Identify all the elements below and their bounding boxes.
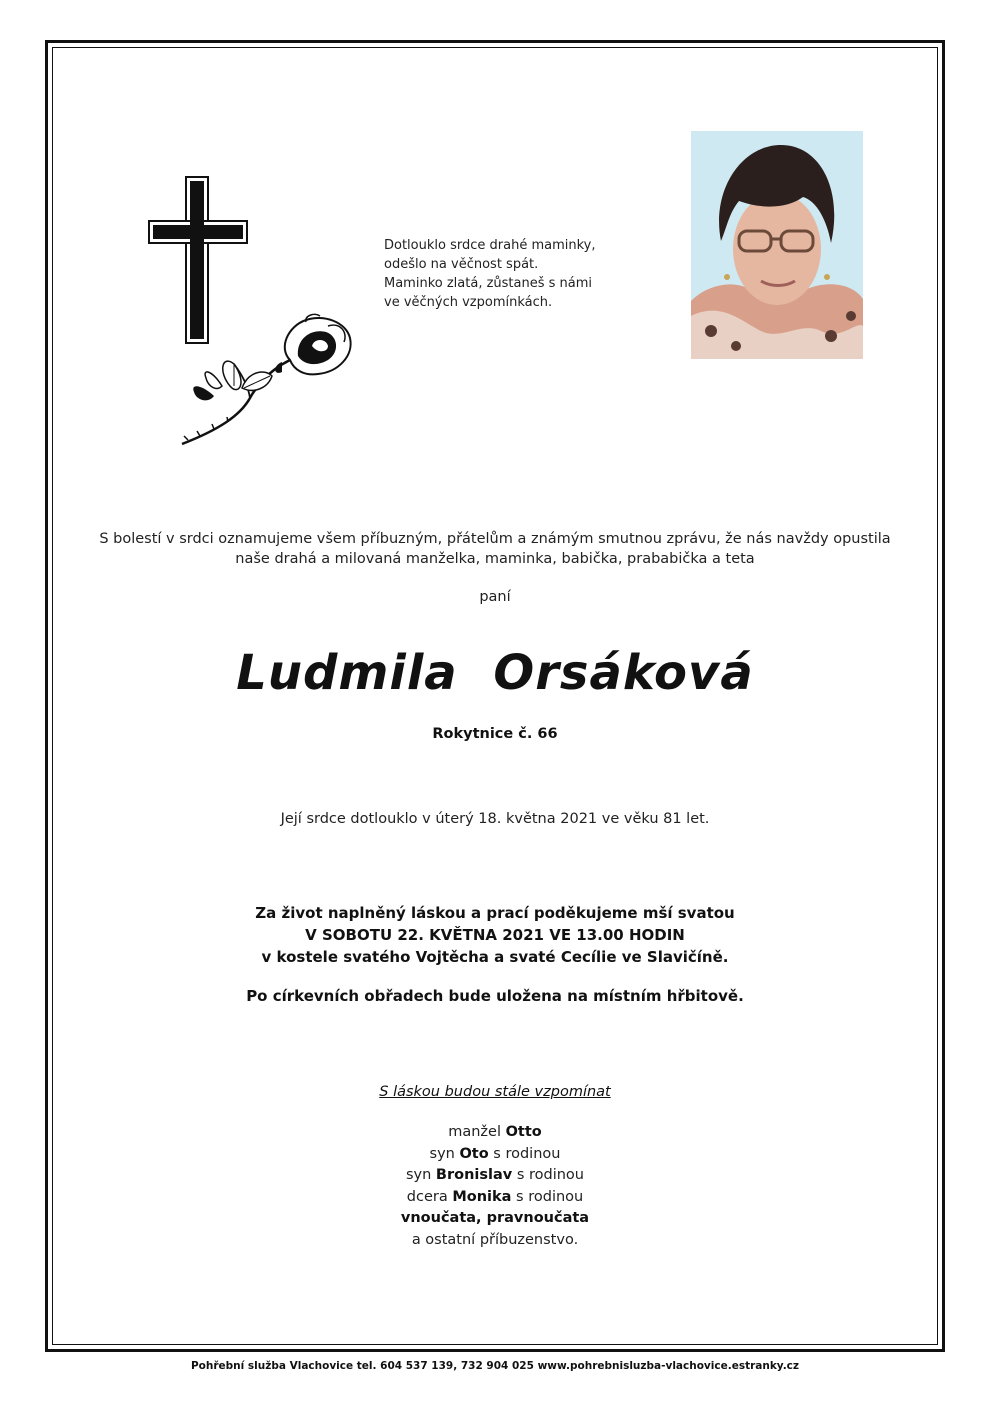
mourner-item: vnoučata, pravnoučata bbox=[400, 1210, 590, 1226]
mourner-item: syn Oto s rodinou bbox=[429, 1145, 561, 1162]
rose-icon bbox=[178, 312, 358, 452]
poem-line: Dotlouklo srdce drahé maminky, bbox=[384, 238, 596, 253]
portrait-photo bbox=[691, 131, 863, 359]
remember-heading: S láskou budou stále vzpomínat bbox=[379, 1084, 611, 1100]
deceased-name: Ludmila Orsáková bbox=[236, 645, 754, 701]
poem bbox=[384, 236, 644, 312]
death-notice: Její srdce dotlouklo v úterý 18. května 2021 ve věku 81 let. bbox=[280, 811, 710, 827]
poem-line: ve věčných vzpomínkách. bbox=[384, 295, 553, 310]
ceremony-line: Za život naplněný láskou a prací poděkujeme mší svatou bbox=[255, 904, 735, 922]
mourner-item: a ostatní příbuzenstvo. bbox=[411, 1231, 579, 1248]
announcement-line: naše drahá a milovaná manželka, maminka, babička, prababička a teta bbox=[235, 551, 755, 567]
poem-line: odešlo na věčnost spát. bbox=[384, 257, 539, 272]
ceremony-date: V SOBOTU 22. KVĚTNA 2021 VE 13.00 HODIN bbox=[305, 926, 685, 944]
announcement bbox=[52, 529, 938, 569]
poem-line: Maminko zlatá, zůstaneš s námi bbox=[384, 276, 593, 291]
announcement-line: S bolestí v srdci oznamujeme všem příbuzným, přátelům a známým smutnou zprávu, že nás navždy opustila bbox=[99, 531, 891, 547]
deceased-address: Rokytnice č. 66 bbox=[432, 726, 558, 742]
ceremony-info bbox=[52, 902, 938, 968]
mourner-item: dcera Monika s rodinou bbox=[406, 1188, 584, 1205]
mourner-item: syn Bronislav s rodinou bbox=[405, 1167, 584, 1183]
footer-contact: Pohřební služba Vlachovice tel. 604 537 139, 732 904 025 www.pohrebnisluzba-vlachovice.estranky.cz bbox=[190, 1360, 800, 1372]
mourner-item: manžel Otto bbox=[448, 1124, 542, 1140]
mourners-list bbox=[52, 1122, 938, 1251]
honorific: paní bbox=[479, 589, 511, 605]
ceremony-place: v kostele svatého Vojtěcha a svaté Cecílie ve Slavičíně. bbox=[261, 948, 729, 966]
burial-info: Po církevních obřadech bude uložena na místním hřbitově. bbox=[246, 987, 744, 1005]
